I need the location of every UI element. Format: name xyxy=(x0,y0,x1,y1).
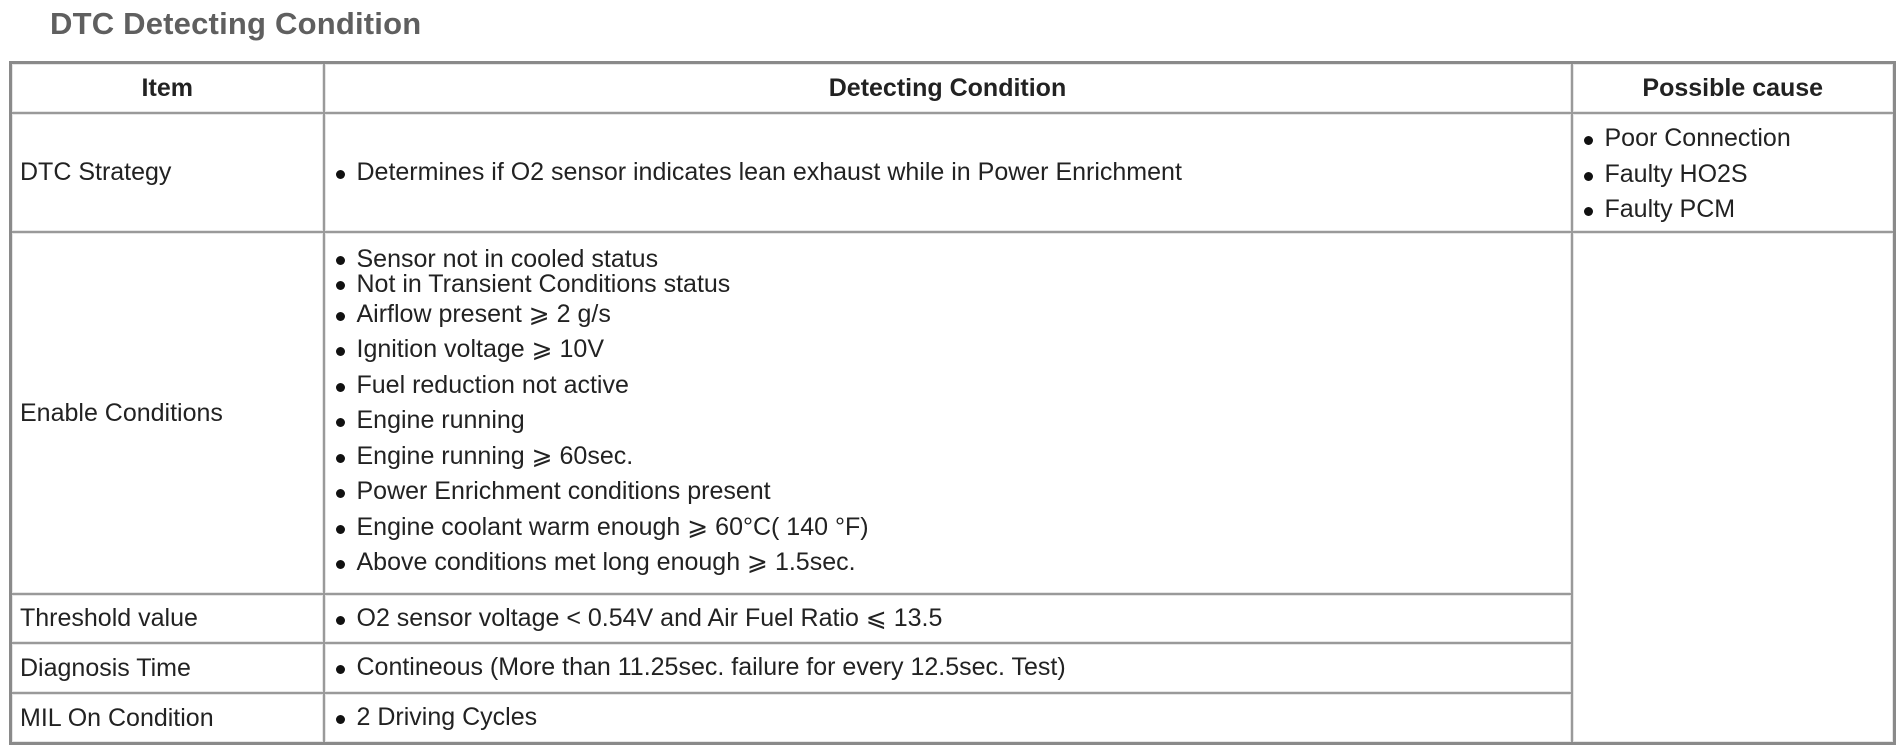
dtc-condition-table xyxy=(9,61,1896,745)
possible-cause-item: Poor Connection xyxy=(1581,121,1886,157)
condition-item: Contineous (More than 11.25sec. failure for every 12.5sec. Test) xyxy=(333,650,1563,686)
section-title: DTC Detecting Condition xyxy=(50,6,422,41)
condition-item: Engine running ⩾ 60sec. xyxy=(333,439,1563,475)
condition-cell-enable-conditions xyxy=(324,232,1572,594)
condition-list-diagnosis-time xyxy=(333,650,1563,686)
item-diagnosis-time: Diagnosis Time xyxy=(11,643,324,693)
condition-cell-dtc-strategy xyxy=(324,113,1572,232)
condition-cell-diagnosis-time xyxy=(324,643,1572,693)
table-row-dtc-strategy xyxy=(11,113,1895,232)
possible-cause-item: Faulty HO2S xyxy=(1581,157,1886,193)
condition-item: Above conditions met long enough ⩾ 1.5sec. xyxy=(333,545,1563,581)
condition-cell-threshold-value xyxy=(324,594,1572,643)
condition-item: Sensor not in cooled status xyxy=(333,246,1563,272)
condition-list-threshold-value xyxy=(333,601,1563,637)
condition-item: Ignition voltage ⩾ 10V xyxy=(333,332,1563,368)
condition-list-mil-on-condition xyxy=(333,700,1563,736)
condition-item: Not in Transient Conditions status xyxy=(333,272,1563,297)
condition-item: Engine running xyxy=(333,403,1563,439)
item-mil-on-condition: MIL On Condition xyxy=(11,693,324,744)
possible-cause-empty-cell xyxy=(1572,232,1895,744)
possible-cause-cell xyxy=(1572,113,1895,232)
condition-list-enable-conditions xyxy=(333,246,1563,581)
header-item: Item xyxy=(11,63,324,114)
table-header-row xyxy=(11,63,1895,114)
header-possible-cause: Possible cause xyxy=(1572,63,1895,114)
condition-item: 2 Driving Cycles xyxy=(333,700,1563,736)
condition-item: Fuel reduction not active xyxy=(333,368,1563,404)
possible-cause-list xyxy=(1581,121,1886,228)
possible-cause-item: Faulty PCM xyxy=(1581,192,1886,228)
header-detecting-condition: Detecting Condition xyxy=(324,63,1572,114)
condition-item: O2 sensor voltage < 0.54V and Air Fuel Ratio ⩽ 13.5 xyxy=(333,601,1563,637)
item-dtc-strategy: DTC Strategy xyxy=(11,113,324,232)
condition-cell-mil-on-condition xyxy=(324,693,1572,744)
table-row-enable-conditions xyxy=(11,232,1895,594)
condition-list-dtc-strategy xyxy=(333,155,1563,191)
condition-item: Determines if O2 sensor indicates lean exhaust while in Power Enrichment xyxy=(333,155,1563,191)
condition-item: Engine coolant warm enough ⩾ 60°C( 140 °F) xyxy=(333,510,1563,546)
item-threshold-value: Threshold value xyxy=(11,594,324,643)
condition-item: Power Enrichment conditions present xyxy=(333,474,1563,510)
item-enable-conditions: Enable Conditions xyxy=(11,232,324,594)
condition-item: Airflow present ⩾ 2 g/s xyxy=(333,297,1563,333)
